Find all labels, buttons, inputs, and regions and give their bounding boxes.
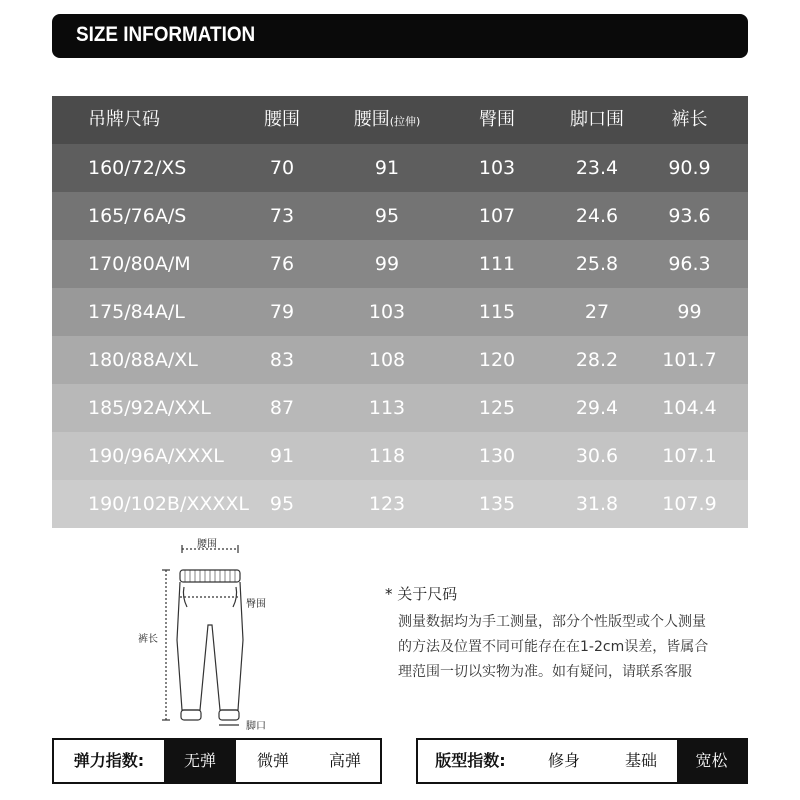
table-row [52,480,748,528]
header-length: 裤长 [671,109,708,130]
banner [52,14,748,58]
cell-size: 165/76A/S [88,205,187,227]
note-line-3: 理范围一切以实物为准。如有疑问，请联系客服 [398,664,692,680]
elasticity-option-none: 无弹 [164,740,236,782]
note-line-1: 测量数据均为手工测量，部分个性版型或个人测量 [398,614,706,630]
cell-length: 99 [677,301,702,323]
cell-hem: 29.4 [575,397,619,419]
elasticity-label: 弹力指数: [73,751,145,770]
diagram-hem-label: 脚口 [246,721,266,732]
header-stretch-note: (拉伸) [389,115,421,128]
cell-waist-stretch: 113 [368,397,406,419]
cell-waist-stretch: 99 [374,253,400,275]
elasticity-option-slight: 微弹 [256,751,289,770]
elasticity-option-high: 高弹 [328,751,361,770]
table-header [52,96,748,144]
cell-hem: 27 [584,301,610,323]
cell-length: 90.9 [668,157,711,179]
header-hem: 脚口围 [570,109,624,130]
header-waist-2: 腰围 [353,109,390,130]
diagram-waist-label: 腰围 [197,539,217,550]
table-row [52,336,748,384]
cell-length: 96.3 [668,253,711,275]
cell-size: 160/72/XS [88,157,187,179]
diagram-length-label: 裤长 [138,634,158,645]
elasticity-index [52,738,382,784]
table-row [52,288,748,336]
cell-size: 185/92A/XXL [88,397,211,419]
cell-hip: 111 [478,253,516,275]
diagram-hip-label: 臀围 [246,599,266,610]
cell-hem: 28.2 [575,349,619,371]
cell-hem: 24.6 [575,205,619,227]
fit-label: 版型指数: [435,751,506,770]
cell-hem: 30.6 [575,445,619,467]
cell-length: 93.6 [668,205,711,227]
cell-waist-stretch: 118 [368,445,406,467]
table-row [52,432,748,480]
size-table [52,96,748,528]
cell-size: 190/102B/XXXXL [88,493,250,515]
header-hip: 臀围 [479,109,515,130]
cell-waist: 87 [269,397,295,419]
header-size: 吊牌尺码 [88,109,160,130]
table-row [52,240,748,288]
cell-waist: 79 [269,301,295,323]
table-row [52,144,748,192]
fit-option-loose: 宽松 [677,740,746,782]
cell-hem: 31.8 [575,493,619,515]
cell-size: 180/88A/XL [88,349,198,371]
cell-hip: 135 [478,493,516,515]
cell-waist-stretch: 95 [374,205,400,227]
cell-waist: 83 [269,349,295,371]
cell-length: 104.4 [662,397,717,419]
cell-length: 107.1 [662,445,717,467]
pants-diagram [130,535,280,735]
cell-hip: 103 [478,157,516,179]
cell-hip: 130 [478,445,516,467]
cell-waist: 76 [269,253,295,275]
table-row [52,192,748,240]
fit-option-regular: 基础 [624,751,657,770]
note-line-2: 的方法及位置不同可能存在在1-2cm误差，皆属合 [398,639,709,655]
cell-hip: 125 [478,397,516,419]
fit-index [416,738,748,784]
table-row [52,384,748,432]
cell-waist: 91 [269,445,295,467]
header-waist: 腰围 [264,109,300,130]
cell-size: 190/96A/XXXL [88,445,224,467]
cell-size: 175/84A/L [88,301,185,323]
cell-hem: 23.4 [575,157,619,179]
cell-hip: 120 [478,349,516,371]
cell-waist-stretch: 103 [368,301,406,323]
header-waist-stretch [337,96,437,144]
cell-hip: 107 [478,205,516,227]
size-note [385,583,765,685]
cell-waist: 73 [269,205,295,227]
cell-waist: 95 [269,493,295,515]
banner-title: SIZE INFORMATION [76,23,256,46]
cell-waist: 70 [269,157,295,179]
cell-waist-stretch: 91 [374,157,400,179]
cell-length: 101.7 [662,349,717,371]
cell-hem: 25.8 [575,253,619,275]
cell-waist-stretch: 123 [368,493,406,515]
cell-size: 170/80A/M [88,253,191,275]
cell-length: 107.9 [662,493,717,515]
note-title: * 关于尺码 [385,585,458,603]
cell-hip: 115 [478,301,516,323]
cell-waist-stretch: 108 [368,349,406,371]
fit-option-slim: 修身 [547,751,580,770]
note-body [398,610,748,685]
